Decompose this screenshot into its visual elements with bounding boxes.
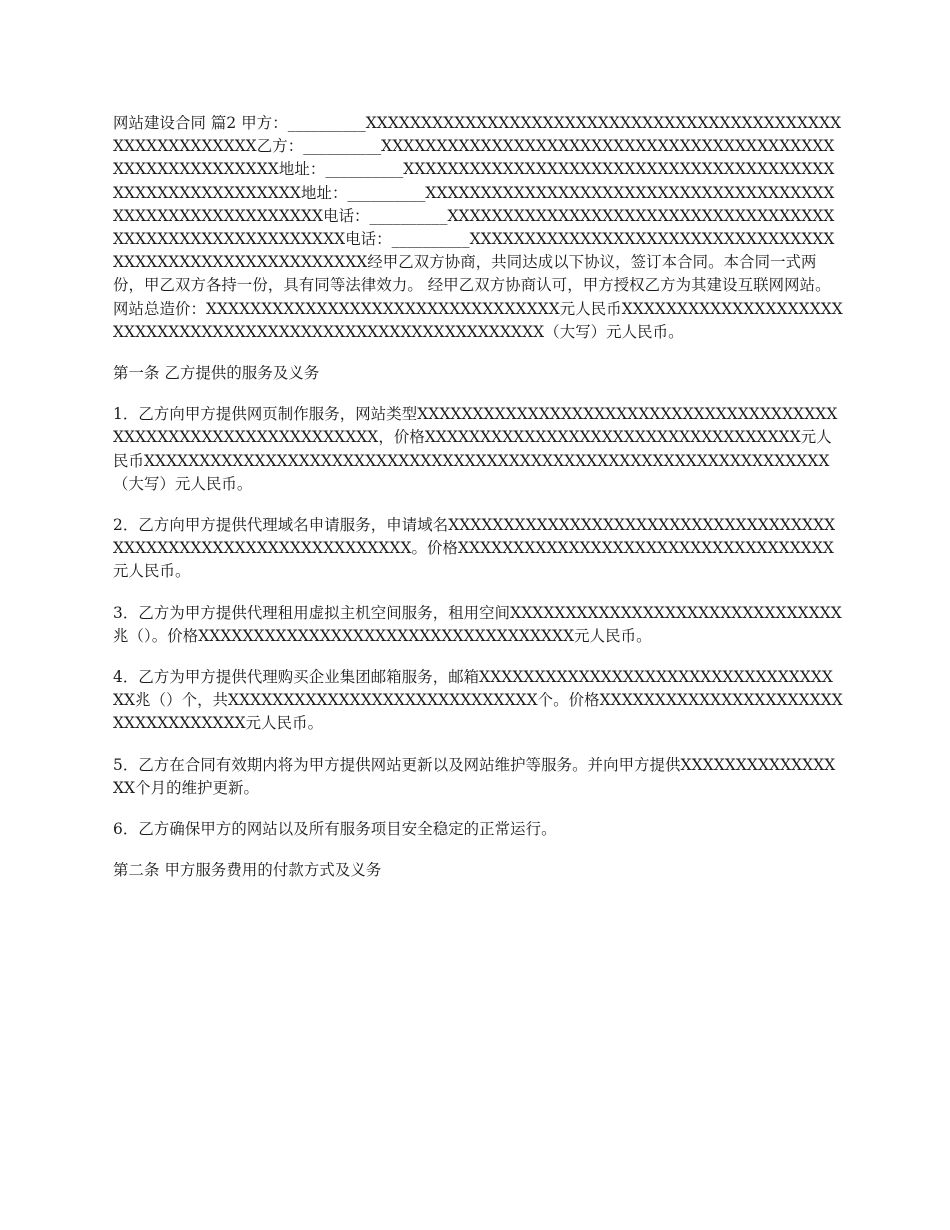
contract-intro-paragraph: 网站建设合同 篇2 甲方：__________XXXXXXXXXXXXXXXXXXXXXXXXXXXXXXXXXXXXXXXXXXXXXXXXXXXXXXXX乙方：__________XXXXXXXXXXXXXXXXXXXXXXXXXXXXXXXXXXXXXXXXXXXXXXXXXXXXXXXX地址：__________XXXXXXXXXXXXXXXXXXXXXXXXXXXXXXXXXXXXXXXXXXXXXXXXXXXXXXXX地址：__________XXXXXXXXXXXXXXXXXXXXXXXXXXXXXXXXXXXXXXXXXXXXXXXXXXXXXXXX电话：__________XXXXXXXXXXXXXXXXXXXXXXXXXXXXXXXXXXXXXXXXXXXXXXXXXXXXXXXX电话：__________XXXXXXXXXXXXXXXXXXXXXXXXXXXXXXXXXXXXXXXXXXXXXXXXXXXXXXXX经甲乙双方协商，共同达成以下协议，签订本合同。本合同一式两份，甲乙双方各持一份，具有同等法律效力。 经甲乙双方协商认可，甲方授权乙方为其建设互联网网站。网站总造价：XXXXXXXXXXXXXXXXXXXXXXXXXXXXXXXX元人民币XXXXXXXXXXXXXXXXXXXXXXXXXXXXXXXXXXXXXXXXXXXXXXXXXXXXXXXXXXX（大写）元人民币。 [113,114,843,341]
section-1-title: 第一条 乙方提供的服务及义务 [113,364,320,383]
clause-1-1: 1．乙方向甲方提供网页制作服务，网站类型XXXXXXXXXXXXXXXXXXXXXXXXXXXXXXXXXXXXXXXXXXXXXXXXXXXXXXXXXXXXXX，价格XXXXXXXXXXXXXXXXXXXXXXXXXXXXXXXXXX元人民币XXXXXXXXXXXXXXXXXXXXXXXXXXXXXXXXXXXXXXXXXXXXXXXXXXXXXXXXXXXXXX（大写）元人民币。 [113,405,838,493]
clause-1-3: 3．乙方为甲方提供代理租用虚拟主机空间服务，租用空间XXXXXXXXXXXXXXXXXXXXXXXXXXXXXX兆（）。价格XXXXXXXXXXXXXXXXXXXXXXXXXXXXXXXXXX元人民币。 [113,603,842,645]
clause-1-2: 2．乙方向甲方提供代理域名申请服务，申请域名XXXXXXXXXXXXXXXXXXXXXXXXXXXXXXXXXXXXXXXXXXXXXXXXXXXXXXXXXXXXXX。价格XXXXXXXXXXXXXXXXXXXXXXXXXXXXXXXXXX元人民币。 [113,516,836,581]
section-2-title: 第二条 甲方服务费用的付款方式及义务 [113,861,382,880]
clause-1-6: 6．乙方确保甲方的网站以及所有服务项目安全稳定的正常运行。 [113,820,557,839]
document-page [113,112,843,882]
clause-1-4: 4．乙方为甲方提供代理购买企业集团邮箱服务，邮箱XXXXXXXXXXXXXXXXXXXXXXXXXXXXXXXXXX兆（）个，共XXXXXXXXXXXXXXXXXXXXXXXXXXXX个。价格XXXXXXXXXXXXXXXXXXXXXXXXXXXXXXXXXX元人民币。 [113,668,843,733]
clause-1-5: 5．乙方在合同有效期内将为甲方提供网站更新以及网站维护等服务。并向甲方提供XXXXXXXXXXXXXXXX个月的维护更新。 [113,755,836,797]
